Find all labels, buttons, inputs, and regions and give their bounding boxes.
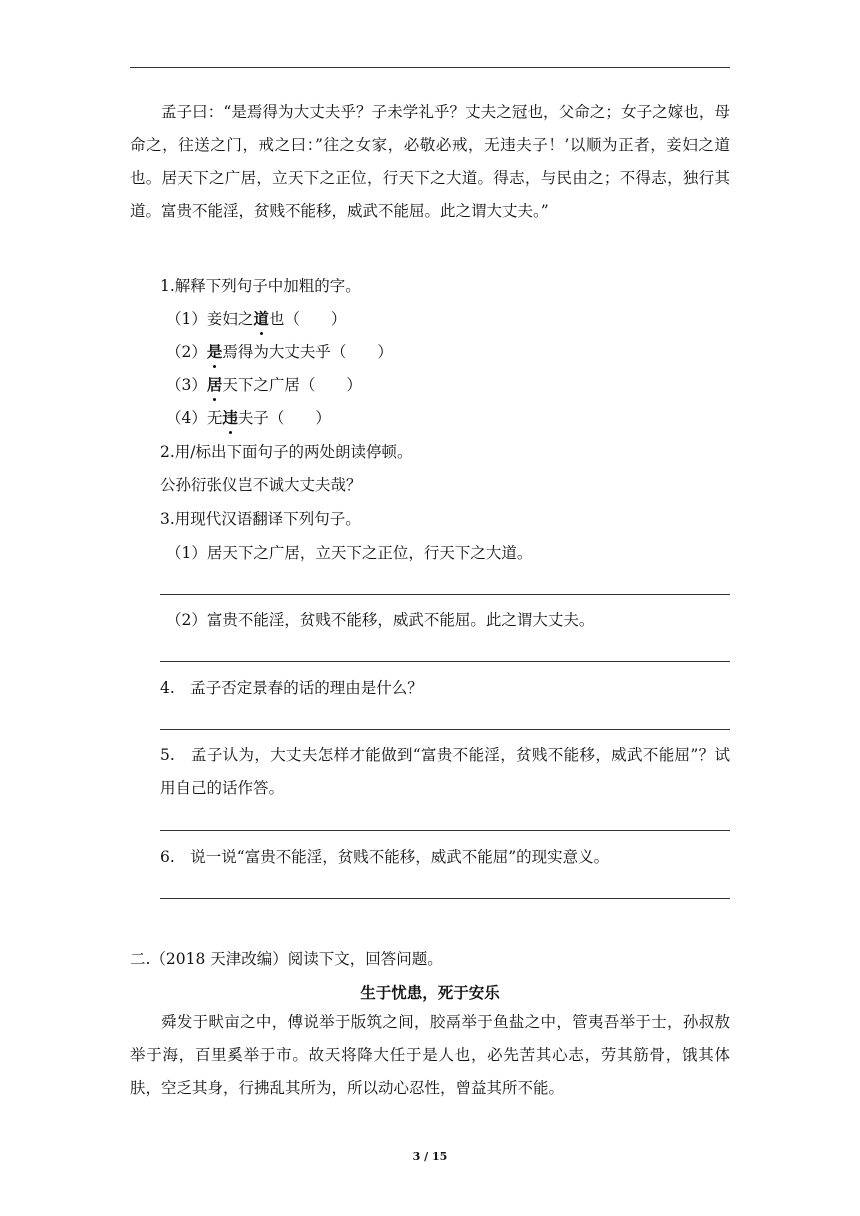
passage-shun: 舜发于畎亩之中，傅说举于版筑之间，胶鬲举于鱼盐之中，管夷吾举于士，孙叔敖举于海，百里奚举于市。故天将降大任于是人也，必先苦其心志，劳其筋骨，饿其体肤，空乏其身，行拂乱其所为，所以动心忍性，曾益其所不能。 — [130, 1013, 730, 1097]
answer-line[interactable] — [160, 661, 730, 662]
question-5: 5. 孟子认为，大丈夫怎样才能做到“富贵不能淫，贫贱不能移，威武不能屈”？试用自己的话作答。 — [160, 746, 730, 797]
question-2-prompt: 2.用/标出下面句子的两处朗读停顿。 — [160, 443, 413, 461]
answer-line[interactable] — [160, 898, 730, 899]
question-3-item-2: （2）富贵不能淫，贫贱不能移，威武不能屈。此之谓大丈夫。 — [166, 611, 595, 629]
question-3-item-1: （1）居天下之广居，立天下之正位，行天下之大道。 — [166, 544, 533, 562]
answer-line[interactable] — [160, 729, 730, 730]
question-1-item-4 — [166, 407, 331, 429]
answer-line[interactable] — [160, 594, 730, 595]
item-text-before: （2） — [166, 343, 207, 361]
question-1-item-1 — [166, 308, 346, 330]
question-6: 6. 说一说“富贵不能淫，贫贱不能移，威武不能屈”的现实意义。 — [160, 848, 610, 866]
header-rule — [130, 67, 730, 68]
question-3-prompt: 3.用现代汉语翻译下列句子。 — [160, 510, 361, 528]
item-text-before: （4）无 — [166, 409, 223, 427]
item-text-before: （3） — [166, 376, 207, 394]
bold-dotted-char: 是 — [206, 342, 223, 361]
bold-dotted-char: 违 — [222, 408, 238, 427]
passage-mencius: 孟子曰：“是焉得为大丈夫乎？子未学礼乎？丈夫之冠也，父命之；女子之嫁也，母命之，往送之门，戒之曰：”往之女家，必敬必戒，无违夫子！’以顺为正者，妾妇之道也。居天下之广居，立天下之正位，行天下之大道。得志，与民由之；不得志，独行其道。富贵不能淫，贫贱不能移，威武不能屈。此之谓大丈夫。” — [130, 103, 730, 220]
question-1-prompt: 1.解释下列句子中加粗的字。 — [160, 277, 361, 295]
question-4: 4. 孟子否定景春的话的理由是什么？ — [160, 679, 423, 697]
bold-dotted-char: 居 — [206, 375, 223, 394]
bold-dotted-char: 道 — [253, 309, 269, 328]
item-text-after: 天下之广居（ ） — [222, 376, 362, 394]
question-2-sentence: 公孙衍张仪岂不诚大丈夫哉？ — [160, 476, 362, 494]
question-1-item-3 — [166, 374, 362, 396]
passage-title: 生于忧患，死于安乐 — [360, 984, 500, 1002]
item-text-before: （1）妾妇之 — [166, 310, 254, 328]
section-2-heading: 二.（2018 天津改编）阅读下文，回答问题。 — [130, 950, 443, 968]
item-text-after: 也（ ） — [268, 310, 347, 328]
item-text-after: 焉得为大丈夫乎（ ） — [222, 343, 393, 361]
question-1-item-2 — [166, 341, 393, 363]
item-text-after: 夫子（ ） — [237, 409, 331, 427]
page-number: 3 / 15 — [412, 1150, 448, 1163]
answer-line[interactable] — [160, 830, 730, 831]
